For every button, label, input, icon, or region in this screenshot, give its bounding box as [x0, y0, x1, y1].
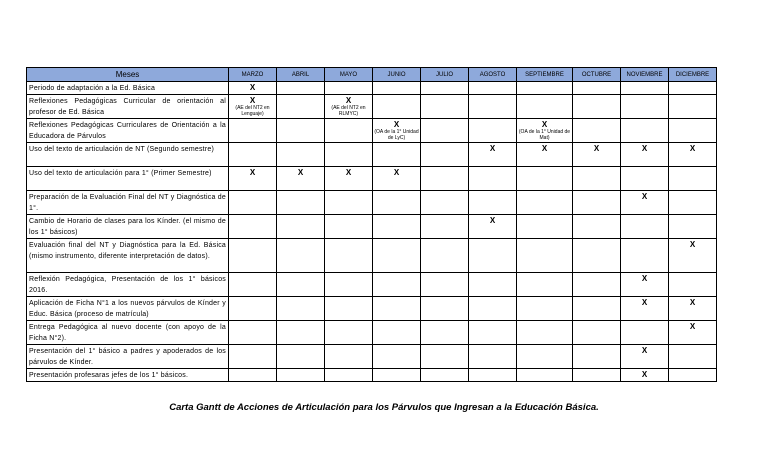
month-header: NOVIEMBRE: [621, 68, 669, 82]
month-cell: [373, 215, 421, 239]
month-cell: [277, 273, 325, 297]
month-cell: [669, 191, 717, 215]
months-header: Meses: [27, 68, 229, 82]
month-cell: [229, 215, 277, 239]
mark-x: X: [489, 216, 496, 225]
table-row: [27, 345, 717, 369]
month-cell: [421, 345, 469, 369]
month-cell: [373, 191, 421, 215]
month-cell: [421, 239, 469, 273]
month-cell: [277, 297, 325, 321]
month-cell: [573, 215, 621, 239]
month-cell: [229, 297, 277, 321]
month-cell: [277, 143, 325, 167]
month-cell: [421, 95, 469, 119]
month-cell: [373, 119, 421, 143]
activity-cell: Uso del texto de articulación para 1° (Primer Semestre): [27, 167, 229, 191]
month-cell: [373, 345, 421, 369]
table-row: [27, 273, 717, 297]
month-cell: [573, 82, 621, 95]
month-header: ABRIL: [277, 68, 325, 82]
month-cell: [669, 321, 717, 345]
month-cell: [229, 321, 277, 345]
month-cell: [517, 273, 573, 297]
month-cell: [669, 215, 717, 239]
month-cell: [325, 273, 373, 297]
month-cell: [621, 345, 669, 369]
month-cell: [669, 82, 717, 95]
month-header: AGOSTO: [469, 68, 517, 82]
month-cell: [517, 82, 573, 95]
month-cell: [229, 273, 277, 297]
month-cell: [573, 273, 621, 297]
month-cell: [229, 95, 277, 119]
month-cell: [573, 167, 621, 191]
month-cell: [277, 369, 325, 382]
month-cell: [421, 273, 469, 297]
month-cell: [469, 273, 517, 297]
month-cell: [469, 297, 517, 321]
month-cell: [469, 191, 517, 215]
month-cell: [469, 345, 517, 369]
month-cell: [229, 143, 277, 167]
month-cell: [469, 167, 517, 191]
month-cell: [229, 345, 277, 369]
mark-x: X: [641, 144, 648, 153]
table-row: [27, 191, 717, 215]
month-cell: [517, 369, 573, 382]
mark-note: (AE del NT2 en RLMYC): [331, 105, 366, 117]
month-cell: [621, 215, 669, 239]
month-header: MAYO: [325, 68, 373, 82]
month-cell: [373, 95, 421, 119]
month-cell: [669, 273, 717, 297]
month-cell: [325, 143, 373, 167]
month-cell: [421, 321, 469, 345]
month-cell: [621, 143, 669, 167]
month-cell: [469, 82, 517, 95]
month-header: SEPTIEMBRE: [517, 68, 573, 82]
month-cell: [469, 95, 517, 119]
month-header: JULIO: [421, 68, 469, 82]
activity-cell: Entrega Pedagógica al nuevo docente (con apoyo de la Ficha N°2).: [27, 321, 229, 345]
month-cell: [573, 239, 621, 273]
mark-x: X: [345, 96, 352, 105]
activity-cell: Presentación del 1° básico a padres y apoderados de los párvulos de Kínder.: [27, 345, 229, 369]
month-cell: [421, 167, 469, 191]
mark-x: X: [641, 274, 648, 283]
month-cell: [669, 369, 717, 382]
table-row: [27, 119, 717, 143]
month-cell: [325, 345, 373, 369]
table-row: [27, 321, 717, 345]
month-cell: [277, 95, 325, 119]
month-cell: [421, 215, 469, 239]
month-cell: [373, 82, 421, 95]
month-cell: [621, 167, 669, 191]
activity-cell: Cambio de Horario de clases para los Kínder. (el mismo de los 1° básicos): [27, 215, 229, 239]
month-cell: [325, 297, 373, 321]
month-cell: [229, 119, 277, 143]
table-row: [27, 215, 717, 239]
month-cell: [373, 239, 421, 273]
gantt-body: [27, 82, 717, 382]
mark-x: X: [345, 168, 352, 177]
month-cell: [517, 345, 573, 369]
month-cell: [373, 143, 421, 167]
mark-x: X: [689, 240, 696, 249]
month-cell: [325, 215, 373, 239]
month-cell: [469, 239, 517, 273]
month-cell: [229, 369, 277, 382]
month-cell: [669, 345, 717, 369]
header-row: [27, 68, 717, 82]
mark-x: X: [641, 298, 648, 307]
mark-x: X: [489, 144, 496, 153]
month-cell: [325, 239, 373, 273]
month-cell: [373, 321, 421, 345]
month-cell: [517, 297, 573, 321]
month-cell: [573, 369, 621, 382]
month-cell: [277, 167, 325, 191]
mark-x: X: [297, 168, 304, 177]
gantt-table: [26, 67, 717, 382]
activity-cell: Reflexiones Pedagógicas Curriculares de Orientación a la Educadora de Párvulos: [27, 119, 229, 143]
month-cell: [421, 191, 469, 215]
month-cell: [469, 369, 517, 382]
month-cell: [669, 167, 717, 191]
month-cell: [325, 167, 373, 191]
month-cell: [621, 191, 669, 215]
month-cell: [669, 297, 717, 321]
month-cell: [373, 273, 421, 297]
month-cell: [277, 215, 325, 239]
month-cell: [421, 297, 469, 321]
activity-cell: Preparación de la Evaluación Final del NT y Diagnóstica de 1°.: [27, 191, 229, 215]
activity-cell: Reflexiones Pedagógicas Curricular de orientación al profesor de Ed. Básica: [27, 95, 229, 119]
table-row: [27, 95, 717, 119]
month-cell: [469, 143, 517, 167]
month-cell: [517, 167, 573, 191]
caption: Carta Gantt de Acciones de Articulación para los Párvulos que Ingresan a la Educación Básica.: [169, 402, 599, 413]
month-cell: [621, 297, 669, 321]
month-cell: [573, 321, 621, 345]
month-header: OCTUBRE: [573, 68, 621, 82]
month-cell: [373, 297, 421, 321]
activity-cell: Presentación profesaras jefes de los 1° básicos.: [27, 369, 229, 382]
month-cell: [277, 345, 325, 369]
month-cell: [421, 119, 469, 143]
month-cell: [621, 321, 669, 345]
month-cell: [469, 215, 517, 239]
mark-note: (OA de la 1° Unidad de Mat): [518, 129, 571, 141]
activity-cell: Periodo de adaptación a la Ed. Básica: [27, 82, 229, 95]
month-cell: [325, 95, 373, 119]
mark-x: X: [641, 192, 648, 201]
month-cell: [621, 95, 669, 119]
table-row: [27, 297, 717, 321]
mark-x: X: [689, 322, 696, 331]
month-cell: [325, 119, 373, 143]
month-cell: [517, 191, 573, 215]
activity-cell: Aplicación de Ficha N°1 a los nuevos párvulos de Kínder y Educ. Básica (proceso de matrícula): [27, 297, 229, 321]
month-cell: [373, 167, 421, 191]
month-cell: [325, 369, 373, 382]
month-cell: [229, 82, 277, 95]
month-cell: [325, 321, 373, 345]
mark-note: (OA de la 1° Unidad de LyC): [374, 129, 419, 141]
month-cell: [573, 143, 621, 167]
month-cell: [277, 191, 325, 215]
mark-x: X: [249, 168, 256, 177]
month-cell: [277, 119, 325, 143]
month-cell: [229, 191, 277, 215]
month-cell: [229, 239, 277, 273]
month-cell: [469, 321, 517, 345]
month-cell: [621, 369, 669, 382]
table-row: [27, 82, 717, 95]
month-cell: [421, 82, 469, 95]
month-cell: [573, 119, 621, 143]
month-cell: [621, 119, 669, 143]
activity-cell: Reflexión Pedagógica, Presentación de los 1° básicos 2016.: [27, 273, 229, 297]
month-cell: [517, 239, 573, 273]
month-cell: [421, 369, 469, 382]
mark-x: X: [593, 144, 600, 153]
month-cell: [517, 143, 573, 167]
month-cell: [573, 95, 621, 119]
month-cell: [517, 119, 573, 143]
mark-x: X: [541, 144, 548, 153]
month-cell: [277, 321, 325, 345]
month-cell: [277, 82, 325, 95]
table-row: [27, 167, 717, 191]
month-cell: [573, 297, 621, 321]
month-cell: [621, 82, 669, 95]
mark-x: X: [249, 96, 256, 105]
month-cell: [621, 239, 669, 273]
month-cell: [517, 215, 573, 239]
mark-x: X: [393, 120, 400, 129]
month-cell: [373, 369, 421, 382]
month-header: JUNIO: [373, 68, 421, 82]
table-row: [27, 239, 717, 273]
mark-x: X: [641, 370, 648, 379]
mark-note: (AE del NT2 en Lenguaje): [235, 105, 270, 117]
month-cell: [669, 239, 717, 273]
month-header: MARZO: [229, 68, 277, 82]
mark-x: X: [393, 168, 400, 177]
month-header: DICIEMBRE: [669, 68, 717, 82]
activity-cell: Evaluación final del NT y Diagnóstica para la Ed. Básica (mismo instrumento, diferente interpretación de datos).: [27, 239, 229, 273]
month-cell: [669, 143, 717, 167]
activity-cell: Uso del texto de articulación de NT (Segundo semestre): [27, 143, 229, 167]
table-row: [27, 143, 717, 167]
month-cell: [469, 119, 517, 143]
month-cell: [325, 191, 373, 215]
month-cell: [517, 321, 573, 345]
month-cell: [669, 119, 717, 143]
table-row: [27, 369, 717, 382]
month-cell: [621, 273, 669, 297]
mark-x: X: [641, 346, 648, 355]
month-cell: [573, 345, 621, 369]
month-cell: [229, 167, 277, 191]
month-cell: [277, 239, 325, 273]
month-cell: [669, 95, 717, 119]
mark-x: X: [541, 120, 548, 129]
mark-x: X: [249, 83, 256, 92]
mark-x: X: [689, 298, 696, 307]
month-cell: [517, 95, 573, 119]
month-cell: [325, 82, 373, 95]
month-cell: [573, 191, 621, 215]
mark-x: X: [689, 144, 696, 153]
month-cell: [421, 143, 469, 167]
